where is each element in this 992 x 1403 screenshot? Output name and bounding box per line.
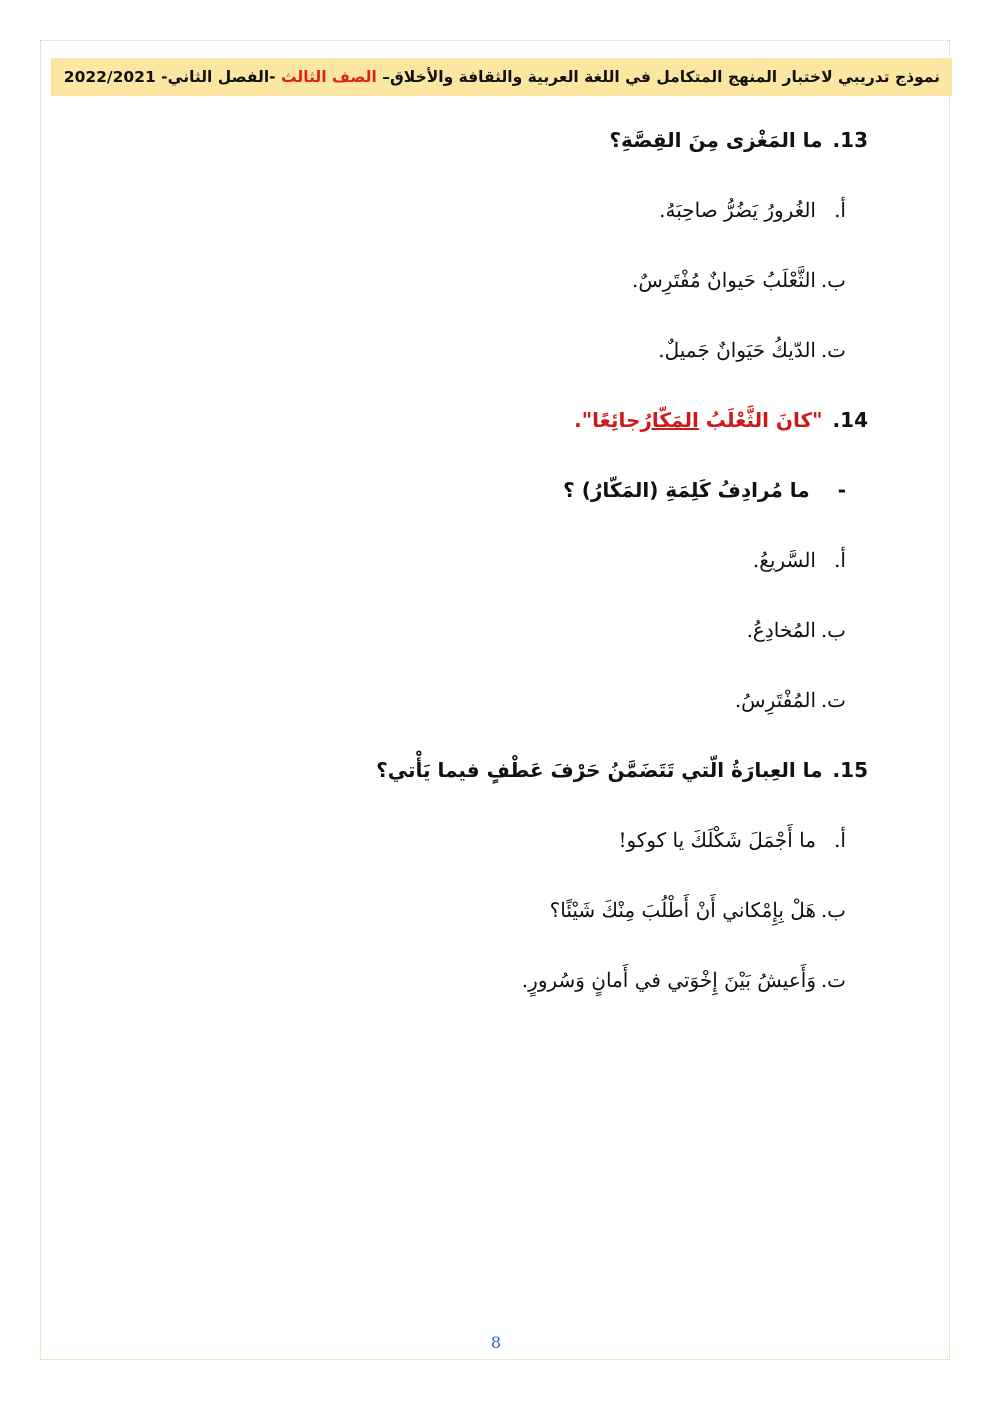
sub-question-14 — [563, 478, 846, 502]
question-text: ما العِبارَةُ الّتي تَتَضَمَّنُ حَرْفَ عَطْفٍ فيما يَأْتي؟ — [376, 758, 823, 782]
option-13-c[interactable] — [658, 338, 846, 362]
option-text: المُفْتَرِسُ. — [734, 688, 816, 712]
option-14-b[interactable] — [747, 618, 846, 642]
header-year: 2022/2021 — [63, 68, 156, 86]
sub-question-text: ما مُرادِفُ كَلِمَةِ (المَكّارُ) ؟ — [563, 478, 810, 502]
option-14-a[interactable] — [753, 548, 846, 572]
option-letter: ب. — [820, 618, 846, 642]
question-14 — [574, 408, 868, 432]
option-13-a[interactable] — [659, 198, 846, 222]
quote-end: جائِعًا". — [574, 408, 641, 432]
option-text: ما أَجْمَلَ شَكْلَكَ يا كوكو! — [618, 828, 816, 852]
option-15-b[interactable] — [550, 898, 846, 922]
question-15 — [376, 758, 868, 782]
header-grade: الصف الثالث — [281, 68, 377, 86]
question-text: ما المَغْزى مِنَ القِصَّةِ؟ — [609, 128, 823, 152]
option-letter: ت. — [820, 338, 846, 362]
sub-question-dash: - — [837, 478, 846, 502]
option-text: الثَّعْلَبُ حَيوانٌ مُفْتَرِسٌ. — [632, 268, 816, 292]
header-band — [51, 58, 952, 96]
option-15-a[interactable] — [618, 828, 846, 852]
option-letter: ت. — [820, 688, 846, 712]
option-letter: أ. — [834, 548, 846, 572]
page-number: 8 — [490, 1333, 502, 1352]
question-13 — [609, 128, 868, 152]
option-text: الغُرورُ يَضُرُّ صاحِبَهُ. — [659, 198, 816, 222]
option-letter: أ. — [834, 828, 846, 852]
option-text: وَأَعيشُ بَيْنَ إِخْوَتي في أَمانٍ وَسُرورٍ. — [521, 968, 816, 992]
option-letter: ب. — [820, 898, 846, 922]
option-text: الدّيكُ حَيَوانٌ جَميلٌ. — [658, 338, 816, 362]
option-text: السَّريعُ. — [752, 548, 816, 572]
quote-term: المَكّارُ — [640, 408, 699, 432]
option-letter: أ. — [834, 198, 846, 222]
question-number: 13. — [832, 128, 868, 152]
header-semester: -الفصل الثاني- — [161, 68, 276, 86]
option-13-b[interactable] — [632, 268, 846, 292]
option-letter: ت. — [820, 968, 846, 992]
header-title: نموذج تدريبي لاختبار المنهج المتكامل في اللغة العربية والثقافة والأخلاق– — [382, 68, 940, 86]
option-15-c[interactable] — [522, 968, 846, 992]
option-letter: ب. — [820, 268, 846, 292]
question-number: 15. — [832, 758, 868, 782]
option-text: المُخادِعُ. — [746, 618, 816, 642]
option-14-c[interactable] — [735, 688, 846, 712]
quote-start: "كانَ الثَّعْلَبُ — [705, 408, 823, 432]
option-text: هَلْ بِإِمْكاني أَنْ أَطْلُبَ مِنْكَ شَيْئًا؟ — [549, 898, 816, 922]
question-number: 14. — [832, 408, 868, 432]
